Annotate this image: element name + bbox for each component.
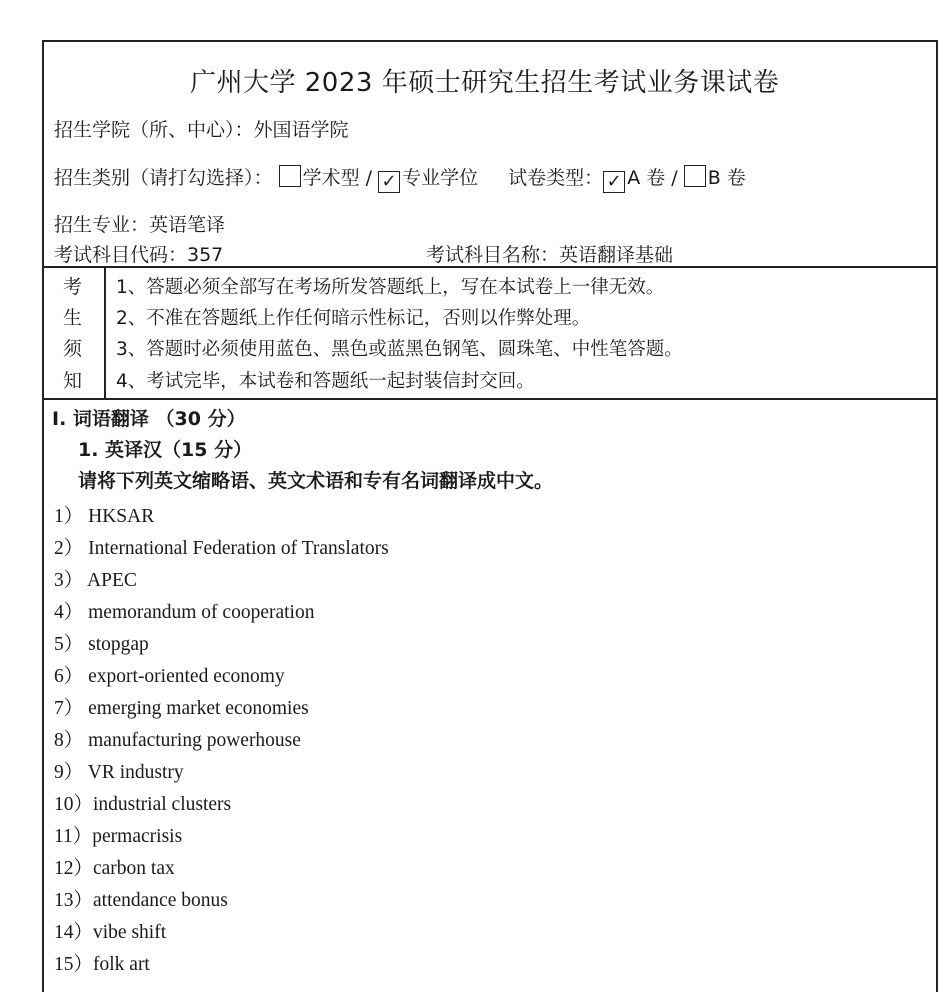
paper-a-label: A 卷 / [627,167,678,189]
category-label: 招生类别（请打勾选择）： [54,167,273,189]
category-line [54,163,746,193]
list-item: 12）carbon tax [54,858,175,879]
list-item: 1） HKSAR [54,506,155,527]
list-item: 2） International Federation of Translators [54,538,389,559]
list-item: 5） stopgap [54,634,149,655]
list-item: 11）permacrisis [54,826,183,847]
notice-rule: 3、答题时必须使用蓝色、黑色或蓝黑色钢笔、圆珠笔、中性笔答题。 [116,339,683,360]
notice-bottom-border [42,398,938,400]
list-item: 10）industrial clusters [54,794,232,815]
major-line: 招生专业：英语笔译 [54,214,226,236]
option-professional: 专业学位 [402,167,479,189]
paper-b-label: B 卷 [707,167,746,189]
notice-rule: 4、考试完毕，本试卷和答题纸一起封装信封交回。 [116,371,535,392]
academic-checkbox [279,165,301,187]
option-academic: 学术型 / [302,167,373,189]
instruction: 请将下列英文缩略语、英文术语和专有名词翻译成中文。 [78,470,554,492]
notice-rule: 1、答题必须全部写在考场所发答题纸上，写在本试卷上一律无效。 [116,277,665,298]
list-item: 9） VR industry [54,762,184,783]
college-line: 招生学院（所、中心）：外国语学院 [54,119,349,141]
list-item: 8） manufacturing powerhouse [54,730,301,751]
notice-char: 须 [63,338,83,360]
professional-checkbox: ✓ [378,171,400,193]
notice-char: 生 [63,307,83,329]
subject-name: 考试科目名称：英语翻译基础 [426,244,674,266]
list-item: 6） export-oriented economy [54,666,285,687]
notice-char: 知 [63,370,83,392]
section-heading: I. 词语翻译 （30 分） [52,408,246,430]
list-item: 13）attendance bonus [54,890,228,911]
list-item: 14）vibe shift [54,922,167,943]
paper-a-checkbox: ✓ [603,171,625,193]
list-item: 3） APEC [54,570,137,591]
list-item: 4） memorandum of cooperation [54,602,315,623]
paper-b-checkbox [684,165,706,187]
notice-char: 考 [63,276,83,298]
exam-title: 广州大学 2023 年硕士研究生招生考试业务课试卷 [190,68,780,98]
notice-top-border [42,266,938,268]
list-item: 15）folk art [54,954,150,975]
sub-heading: 1. 英译汉（15 分） [78,439,253,461]
subject-code: 考试科目代码：357 [54,244,224,266]
paper-type-label: 试卷类型： [508,167,604,189]
list-item: 7） emerging market economies [54,698,309,719]
notice-divider [104,268,106,398]
notice-rule: 2、不准在答题纸上作任何暗示性标记，否则以作弊处理。 [116,308,591,329]
